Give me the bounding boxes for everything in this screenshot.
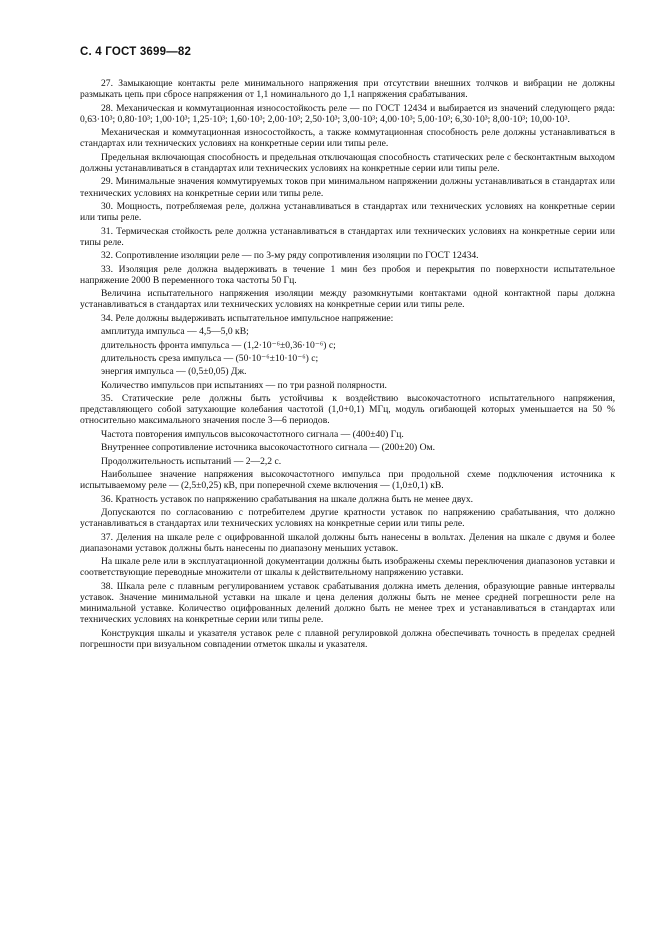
paragraph: Продолжительность испытаний — 2—2,2 с. [101,455,282,467]
paragraph: Количество импульсов при испытаниях — по три разной полярности. [101,379,387,391]
paragraph: На шкале реле или в эксплуатационной документации должны быть изображены схемы переключения диапазонов уставки и соответствующие переводные множители от шкалы к действительному напряжению уставки. [80,556,615,579]
list-item: длительность среза импульса — (50·10⁻⁶±10·10⁻⁶) с; [101,352,319,364]
paragraph: Частота повторения импульсов высокочастотного сигнала — (400±40) Гц. [101,428,404,440]
document-body [80,78,615,652]
paragraph: 28. Механическая и коммутационная износостойкость реле — по ГОСТ 12434 и выбирается из значений следующего ряда: 0,63·10³; 0,80·10³; 1,00·10³; 1,25·10³; 1,60·10³; 2,00·10³; 2,50·10³; 3,00·10³; 4,00·10³; 5,00·10³; 6,30·10³; 8,00·10³; 10,00·10³. [80,102,615,125]
paragraph: 35. Статические реле должны быть устойчивы к воздействию высокочастотного испытательного напряжения, представляющего собой затухающие колебания частотой (1,0+0,1) МГц, модуль огибающей которых уменьшается на 50 % относительно максимального значения после 3—6 периодов. [80,393,615,427]
paragraph: 32. Сопротивление изоляции реле — по 3-му ряду сопротивления изоляции по ГОСТ 12434. [101,250,479,262]
paragraph: Механическая и коммутационная износостойкость, а также коммутационная способность реле должны устанавливаться в стандартах или технических условиях на конкретные серии или типы реле. [80,127,615,150]
paragraph: Наибольшее значение напряжения высокочастотного импульса при продольной схеме подключения источника к испытываемому реле — (2,5±0,25) кВ, при поперечной схеме включения — (1,0±0,1) кВ. [80,469,615,492]
paragraph: 34. Реле должны выдерживать испытательное импульсное напряжение: [101,312,394,324]
paragraph: 33. Изоляция реле должна выдерживать в течение 1 мин без пробоя и перекрытия по поверхности испытательное напряжение 2000 В переменного тока частоты 50 Гц. [80,263,615,286]
list-item: длительность фронта импульса — (1,2·10⁻⁶±0,36·10⁻⁶) с; [101,339,336,351]
paragraph: 27. Замыкающие контакты реле минимального напряжения при отсутствии внешних толчков и вибрации не должны размыкать цепь при сбросе напряжения от 1,1 номинального до 1,1 напряжения срабатывания. [80,78,615,101]
paragraph: 31. Термическая стойкость реле должна устанавливаться в стандартах или технических условиях на конкретные серии или типы реле. [80,225,615,248]
paragraph: Внутреннее сопротивление источника высокочастотного сигнала — (200±20) Ом. [101,442,436,454]
paragraph: Величина испытательного напряжения изоляции между разомкнутыми контактами одной контактной пары должна устанавливаться в стандартах или технических условиях на конкретные серии или типы реле. [80,288,615,311]
page-header: С. 4 ГОСТ 3699—82 [80,46,192,58]
paragraph: Допускаются по согласованию с потребителем другие кратности уставок по напряжению срабатывания, что должно устанавливаться в стандартах или технических условиях на конкретные серии или типы реле. [80,507,615,530]
paragraph: Конструкция шкалы и указателя уставок реле с плавной регулировкой должна обеспечивать точность в пределах средней погрешности при визуальном совпадении отметок шкалы и указателя. [80,627,615,651]
paragraph: 37. Деления на шкале реле с оцифрованной шкалой должны быть нанесены в вольтах. Деления на шкале с двумя и более диапазонами уставок должны быть нанесены по диапазону меньших уставок. [80,531,615,554]
list-item: амплитуда импульса — 4,5—5,0 кВ; [101,326,249,338]
list-item: энергия импульса — (0,5±0,05) Дж. [101,366,247,378]
paragraph: Предельная включающая способность и предельная отключающая способность статических реле с бесконтактным выходом должны устанавливаться в стандартах или технических условиях на конкретные серии или типы реле. [80,151,615,174]
paragraph: 36. Кратность уставок по напряжению срабатывания на шкале должна быть не менее двух. [101,493,474,505]
paragraph: 30. Мощность, потребляемая реле, должна устанавливаться в стандартах или технических условиях на конкретные серии или типы реле. [80,200,615,224]
paragraph: 38. Шкала реле с плавным регулированием уставок срабатывания должна иметь деления, образующие равные интервалы уставок. Значение минимальной уставки на шкале и цена деления должны быть не менее средней погрешности реле на минимальной уставке. Количество оцифрованных делений должно быть не менее трех и устанавливаться в стандартах или технических условиях на конкретные серии или типы реле. [80,580,615,626]
paragraph: 29. Минимальные значения коммутируемых токов при минимальном напряжении должны устанавливаться в стандартах или технических условиях на конкретные серии или типы реле. [80,176,615,199]
